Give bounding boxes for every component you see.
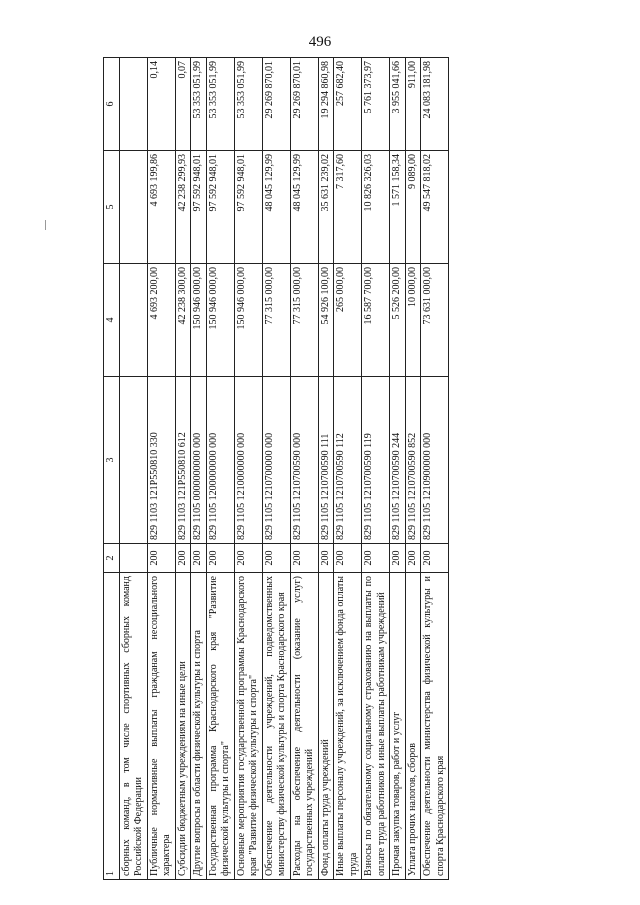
- row-plan-cell: 77 315 000,00: [290, 264, 318, 377]
- table-row: [290, 58, 318, 880]
- row-executed-cell: 48 045 129,99: [262, 151, 290, 264]
- row-code-cell: [119, 544, 147, 573]
- row-executed-cell: 42 238 299,93: [175, 151, 191, 264]
- row-kbk-cell: 829 1105 1210700000 000: [262, 377, 290, 544]
- header-row: [104, 58, 120, 880]
- table-row: [318, 58, 334, 880]
- row-name-cell: Субсидии бюджетным учреждениям на иные цели: [175, 573, 191, 880]
- row-name-cell: Обеспечение деятельности министерства физической культуры и спорта Краснодарского края: [421, 573, 449, 880]
- table-row: [119, 58, 147, 880]
- row-remaining-cell: 0,14: [147, 58, 175, 151]
- row-plan-cell: 73 631 000,00: [421, 264, 449, 377]
- row-code-cell: 200: [206, 544, 234, 573]
- row-remaining-cell: 24 083 181,98: [421, 58, 449, 151]
- row-plan-cell: 150 946 000,00: [191, 264, 207, 377]
- row-name-cell: Уплата прочих налогов, сборов: [405, 573, 421, 880]
- row-executed-cell: 48 045 129,99: [290, 151, 318, 264]
- column-header-3: 3: [104, 377, 120, 544]
- row-plan-cell: 10 000,00: [405, 264, 421, 377]
- row-code-cell: 200: [234, 544, 262, 573]
- row-kbk-cell: 829 1105 1210700590 111: [318, 377, 334, 544]
- row-kbk-cell: 829 1105 0000000000 000: [191, 377, 207, 544]
- row-code-cell: 200: [191, 544, 207, 573]
- row-name-cell: Другие вопросы в области физической культуры и спорта: [191, 573, 207, 880]
- row-executed-cell: 10 826 326,03: [362, 151, 390, 264]
- row-name-cell: Расходы на обеспечение деятельности (оказание услуг) государственных учреждений: [290, 573, 318, 880]
- row-executed-cell: 4 693 199,86: [147, 151, 175, 264]
- table-row: [421, 58, 449, 880]
- table-row: [334, 58, 362, 880]
- row-executed-cell: 1 571 158,34: [390, 151, 406, 264]
- budget-table: [103, 57, 449, 880]
- row-remaining-cell: 29 269 870,01: [262, 58, 290, 151]
- table-row: [175, 58, 191, 880]
- table-row: [405, 58, 421, 880]
- row-name-cell: Фонд оплаты труда учреждений: [318, 573, 334, 880]
- row-executed-cell: 97 592 948,01: [234, 151, 262, 264]
- table-row: [362, 58, 390, 880]
- table-row: [262, 58, 290, 880]
- row-remaining-cell: 911,00: [405, 58, 421, 151]
- row-name-cell: Иные выплаты персоналу учреждений, за исключением фонда оплаты труда: [334, 573, 362, 880]
- row-plan-cell: 54 926 100,00: [318, 264, 334, 377]
- row-remaining-cell: 3 955 041,66: [390, 58, 406, 151]
- row-remaining-cell: 257 682,40: [334, 58, 362, 151]
- row-remaining-cell: [119, 58, 147, 151]
- row-kbk-cell: 829 1103 121P550810 330: [147, 377, 175, 544]
- table-row: [206, 58, 234, 880]
- row-name-cell: Взносы по обязательному социальному страхованию на выплаты по оплате труда работников и иные выплаты работникам учреждений: [362, 573, 390, 880]
- row-kbk-cell: 829 1105 1210000000 000: [234, 377, 262, 544]
- row-executed-cell: [119, 151, 147, 264]
- row-executed-cell: 7 317,60: [334, 151, 362, 264]
- table-row: [234, 58, 262, 880]
- row-plan-cell: 77 315 000,00: [262, 264, 290, 377]
- row-plan-cell: 4 693 200,00: [147, 264, 175, 377]
- row-name-cell: Прочая закупка товаров, работ и услуг: [390, 573, 406, 880]
- column-header-2: 2: [104, 544, 120, 573]
- row-code-cell: 200: [362, 544, 390, 573]
- row-executed-cell: 97 592 948,01: [191, 151, 207, 264]
- row-name-cell: Государственная программа Краснодарского края "Развитие физической культуры и спорта": [206, 573, 234, 880]
- row-plan-cell: 16 587 700,00: [362, 264, 390, 377]
- column-header-5: 5: [104, 151, 120, 264]
- row-plan-cell: 5 526 200,00: [390, 264, 406, 377]
- page-number: 496: [308, 34, 332, 50]
- row-remaining-cell: 5 761 373,97: [362, 58, 390, 151]
- row-kbk-cell: 829 1105 1200000000 000: [206, 377, 234, 544]
- scan-mark: [45, 220, 47, 230]
- row-plan-cell: 265 000,00: [334, 264, 362, 377]
- row-code-cell: 200: [290, 544, 318, 573]
- table-row: [191, 58, 207, 880]
- row-executed-cell: 97 592 948,01: [206, 151, 234, 264]
- row-remaining-cell: 19 294 860,98: [318, 58, 334, 151]
- row-remaining-cell: 53 353 051,99: [206, 58, 234, 151]
- row-executed-cell: 49 547 818,02: [421, 151, 449, 264]
- row-code-cell: 200: [262, 544, 290, 573]
- row-kbk-cell: 829 1105 1210700590 000: [290, 377, 318, 544]
- row-code-cell: 200: [390, 544, 406, 573]
- column-header-6: 6: [104, 58, 120, 151]
- row-name-cell: Обеспечение деятельности учреждений, подведомственных министерству физической культуры и спорта Краснодарского края: [262, 573, 290, 880]
- row-remaining-cell: 53 353 051,99: [234, 58, 262, 151]
- table-row: [147, 58, 175, 880]
- row-name-cell: сборных команд, в том числе спортивных сборных команд Российской Федерации: [119, 573, 147, 880]
- row-code-cell: 200: [334, 544, 362, 573]
- row-plan-cell: [119, 264, 147, 377]
- row-name-cell: Публичные нормативные выплаты гражданам несоциального характера: [147, 573, 175, 880]
- row-kbk-cell: 829 1105 1210700590 852: [405, 377, 421, 544]
- table-row: [390, 58, 406, 880]
- table-body: [119, 58, 449, 880]
- row-remaining-cell: 53 353 051,99: [191, 58, 207, 151]
- row-kbk-cell: 829 1105 1210700590 244: [390, 377, 406, 544]
- row-executed-cell: 9 089,00: [405, 151, 421, 264]
- row-kbk-cell: 829 1105 1210700590 112: [334, 377, 362, 544]
- row-executed-cell: 35 631 239,02: [318, 151, 334, 264]
- row-remaining-cell: 29 269 870,01: [290, 58, 318, 151]
- row-name-cell: Основные мероприятия государственной программы Краснодарского края "Развитие физической культуры и спорта": [234, 573, 262, 880]
- row-remaining-cell: 0,07: [175, 58, 191, 151]
- row-kbk-cell: 829 1105 1210700590 119: [362, 377, 390, 544]
- row-kbk-cell: 829 1105 1210900000 000: [421, 377, 449, 544]
- column-header-4: 4: [104, 264, 120, 377]
- rotated-table-container: [103, 61, 613, 880]
- row-kbk-cell: 829 1103 121P550810 612: [175, 377, 191, 544]
- column-header-1: 1: [104, 573, 120, 880]
- row-code-cell: 200: [318, 544, 334, 573]
- row-plan-cell: 42 238 300,00: [175, 264, 191, 377]
- row-code-cell: 200: [405, 544, 421, 573]
- row-code-cell: 200: [175, 544, 191, 573]
- row-plan-cell: 150 946 000,00: [206, 264, 234, 377]
- row-code-cell: 200: [147, 544, 175, 573]
- row-kbk-cell: [119, 377, 147, 544]
- row-plan-cell: 150 946 000,00: [234, 264, 262, 377]
- row-code-cell: 200: [421, 544, 449, 573]
